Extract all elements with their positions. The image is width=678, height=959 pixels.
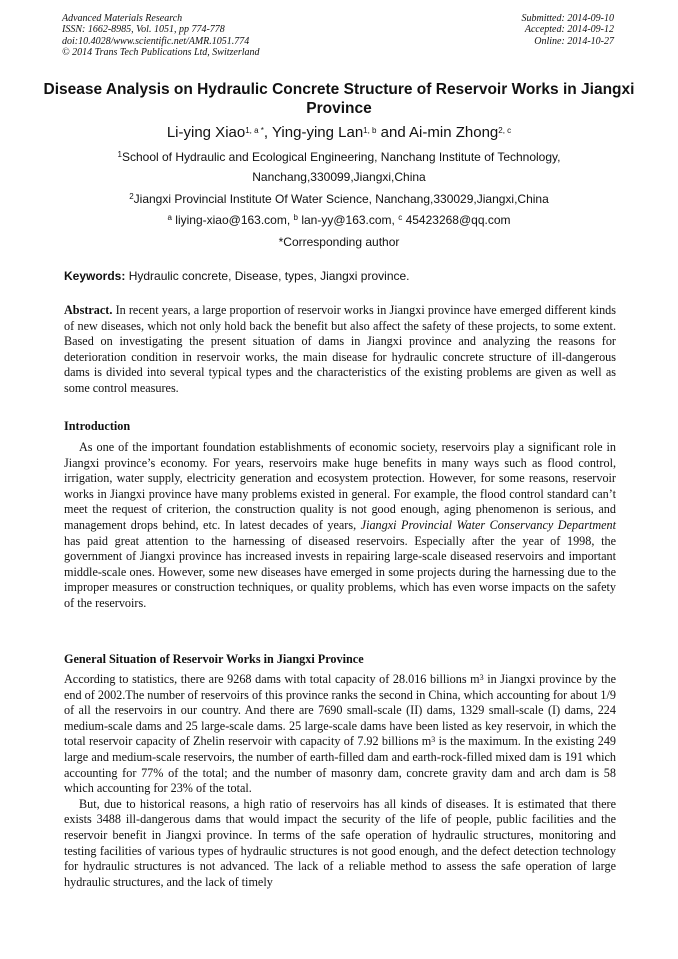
general-text: is the maximum. In the existing 249 large and medium-scale reservoirs, the number of earth-filled dam and earth-rock-filled mixed dam is 191 which accounting for 77% of the total; and the number of masonry dam, concrete gravity dam and arch dam is 58 which accounting for 23% of the total. xyxy=(64,734,617,796)
intro-text: As one of the important foundation establishments of economic society, reservoirs play a significant role in Jiangxi province’s economy. For years, reservoirs make huge benefits in many ways such as flood control, irrigation, water supply, electricity generation and ecosystem protection. However, for some reasons, reservoir works in Jiangxi province have many problems existed in general. For example, the flood control standard can’t meet the request of criterion, the construction quality is not good enough, aging phenomenon is serious, and management drops behind, etc. In latest decades of years, xyxy=(64,440,616,532)
author-emails xyxy=(40,213,638,227)
corresponding-author-note: *Corresponding author xyxy=(278,235,400,249)
author-superscript: 1, b xyxy=(363,126,377,135)
journal-name: Advanced Materials Research xyxy=(62,13,183,24)
paper-title: Disease Analysis on Hydraulic Concrete Structure of Reservoir Works in Jiangxi Province xyxy=(43,81,635,117)
general-text: in Jiangxi province by the end of 2002.The number of reservoirs of this province ranks the second in China, which accounting for about 1/9 of all the reservoirs in our country. And there are 7690 small-scale (II) dams, 1329 small-scale (I) dams, 224 medium-scale dams and 25 large-scale dams. 25 large-scale dams have been listed as key reservoir, in which the total reservoir capacity of Zhelin reservoir with capacity of 7.92 billions m xyxy=(64,672,617,749)
general-text: According to statistics, there are 9268 dams with total capacity of 28.016 billions m xyxy=(64,672,480,686)
author-name: Ai-min Zhong xyxy=(409,124,499,141)
affiliation-1 xyxy=(40,150,638,164)
general-situation-paragraphs xyxy=(64,672,616,890)
unit-superscript: 3 xyxy=(479,673,484,682)
affiliation-2 xyxy=(40,192,638,206)
abstract-label: Abstract. xyxy=(64,303,113,317)
unit-superscript: 3 xyxy=(431,735,436,745)
author-conjunction: and xyxy=(380,124,406,141)
section-heading-general-situation: General Situation of Reservoir Works in Jiangxi Province xyxy=(64,652,364,666)
affiliation-text: School of Hydraulic and Ecological Engineering, Nanchang Institute of Technology, xyxy=(121,150,561,164)
email-link[interactable]: liying-xiao@163.com, xyxy=(175,213,291,227)
email-marker: b xyxy=(293,213,298,222)
author-list: Li-ying Xiao$^{1, a *}$, Ying-ying Lan$^{1, b}$ and Ai-min Zhong$^{2, c}$ xyxy=(166,124,512,141)
email-marker: a xyxy=(167,213,172,222)
journal-copyright: © 2014 Trans Tech Publications Ltd, Switzerland xyxy=(62,46,260,58)
introduction-paragraph xyxy=(64,440,616,612)
date-submitted: Submitted: 2014-09-10 xyxy=(521,13,614,24)
email-marker: c xyxy=(398,213,403,222)
journal-issn: ISSN: 1662-8985, Vol. 1051, pp 774-778 xyxy=(62,24,225,36)
intro-italic-organization: Jiangxi Provincial Water Conservancy Department xyxy=(360,517,617,532)
section-heading-introduction: Introduction xyxy=(64,419,131,433)
keywords xyxy=(64,269,616,283)
journal-info xyxy=(62,13,260,58)
abstract xyxy=(64,303,616,397)
general-paragraph-2: But, due to historical reasons, a high ratio of reservoirs has all kinds of diseases. It is estimated that there exists 3488 ill-dangerous dams that would impact the security of the life of people, public facilities and the reservoir benefit in Jiangxi province. In terms of the safe operation of hydraulic structures, monitoring and testing facilities of various types of hydraulic structures is not good enough, and the defect detection technology for hydraulic structures is not advanced. The lack of a reliable method to assess the safe operation of large hydraulic structures, and the lack of timely xyxy=(64,796,616,889)
email-link[interactable]: 45423268@qq.com xyxy=(405,213,511,227)
date-online: Online: 2014-10-27 xyxy=(534,35,614,47)
journal-doi: doi:10.4028/www.scientific.net/AMR.1051.774 xyxy=(62,35,250,47)
author-superscript: 2, c xyxy=(498,126,512,135)
affiliation-text: Jiangxi Provincial Institute Of Water Science, Nanchang,330029,Jiangxi,China xyxy=(133,192,549,206)
date-accepted: Accepted: 2014-09-12 xyxy=(524,24,614,36)
affiliation-marker: 2 xyxy=(129,192,134,201)
affiliation-1-city: Nanchang,330099,Jiangxi,China xyxy=(252,170,426,184)
abstract-text: In recent years, a large proportion of reservoir works in Jiangxi province have emerged different kinds of new diseases, which not only hold back the benefit but also affect the safety of these projects, to some extent. Based on investigating the present situation of dams in Jiangxi province and analyzing the reasons for deterioration condition in reservoir works, the main disease for hydraulic concrete structure of ill-dangerous dams is divided into several typical types and the characteristics of the existing problems are given as well as some control measures. xyxy=(64,303,617,395)
author-superscript: 1, a * xyxy=(245,126,264,135)
keywords-label: Keywords: xyxy=(64,269,126,283)
publication-dates xyxy=(522,13,615,47)
author-name: Ying-ying Lan xyxy=(271,124,364,141)
affiliation-marker: 1 xyxy=(117,150,122,159)
author-name: Li-ying Xiao xyxy=(166,124,246,141)
email-link[interactable]: lan-yy@163.com, xyxy=(301,213,395,227)
keywords-text: Hydraulic concrete, Disease, types, Jiangxi province. xyxy=(128,269,410,283)
intro-text: has paid great attention to the harnessing of diseased reservoirs. Especially after the year of 1998, the government of Jiangxi province has increased invests in repairing large-scale diseased reservoirs and important middle-scale ones. However, some new diseases have emerged in some projects during the harnessing due to the improper measures or construction techniques, or quality problems, which has even worse impacts on the safety of the reservoirs. xyxy=(64,533,616,610)
